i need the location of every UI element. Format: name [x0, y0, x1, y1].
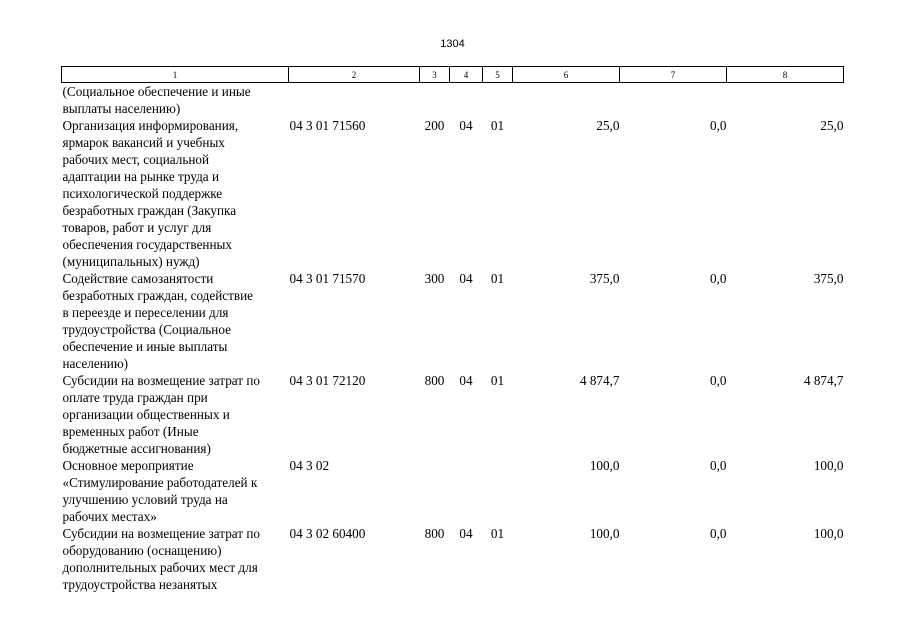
row-v7: 0,0 — [710, 373, 727, 388]
row-v7: 0,0 — [710, 118, 727, 133]
col-header-3: 3 — [420, 67, 450, 83]
row-v7: 0,0 — [710, 526, 727, 541]
row-v8: 4 874,7 — [803, 373, 844, 388]
table-row — [62, 525, 844, 593]
row-v8: 375,0 — [813, 271, 844, 286]
row-v8 — [727, 83, 844, 118]
col-header-6: 6 — [513, 67, 620, 83]
col-header-1: 1 — [62, 67, 289, 83]
row-name: Субсидии на возмещение затрат по оплате труда граждан при организации общественных и временных работ (Иные бюджетные ассигнования) — [62, 373, 261, 456]
row-code: 04 3 01 72120 — [289, 373, 366, 388]
col-header-7: 7 — [620, 67, 727, 83]
table-row — [62, 83, 844, 118]
page-number: 1304 — [440, 38, 465, 50]
row-v6: 100,0 — [589, 526, 620, 541]
row-c3 — [420, 83, 450, 118]
col-header-4: 4 — [450, 67, 483, 83]
row-c4: 04 — [459, 373, 473, 388]
table-row — [62, 270, 844, 372]
row-name: Субсидии на возмещение затрат по оборудованию (оснащению) дополнительных рабочих мест для трудоустройства незанятых — [62, 526, 261, 592]
row-code: 04 3 01 71570 — [289, 271, 366, 286]
row-v6 — [513, 83, 620, 118]
table-row — [62, 372, 844, 457]
col-header-2: 2 — [289, 67, 420, 83]
row-v8: 100,0 — [813, 458, 844, 473]
row-code: 04 3 02 — [289, 458, 330, 473]
row-name: Основное мероприятие «Стимулирование работодателей к улучшению условий труда на рабочих местах» — [62, 458, 258, 524]
row-name: Организация информирования, ярмарок вакансий и учебных рабочих мест, социальной адаптации на рынке труда и психологической поддержке безработных граждан (Закупка товаров, работ и услуг для обеспечения государственных (муниципальных) нужд) — [62, 118, 239, 269]
row-c5: 01 — [490, 271, 505, 286]
row-c3: 800 — [424, 373, 445, 388]
row-code: 04 3 01 71560 — [289, 118, 366, 133]
row-c4: 04 — [459, 271, 473, 286]
row-c5: 01 — [490, 118, 505, 133]
row-c3 — [420, 457, 450, 525]
row-v6: 4 874,7 — [579, 373, 620, 388]
col-header-5: 5 — [483, 67, 513, 83]
col-header-8: 8 — [727, 67, 844, 83]
row-c4 — [450, 83, 483, 118]
column-number-header — [62, 67, 844, 83]
row-c4 — [450, 457, 483, 525]
row-c5: 01 — [490, 373, 505, 388]
row-v6: 100,0 — [589, 458, 620, 473]
row-v7 — [620, 83, 727, 118]
row-v8: 100,0 — [813, 526, 844, 541]
row-c5: 01 — [490, 526, 505, 541]
row-v6: 375,0 — [589, 271, 620, 286]
row-v8: 25,0 — [820, 118, 844, 133]
row-c3: 200 — [424, 118, 445, 133]
row-name: Содействие самозанятости безработных граждан, содействие в переезде и переселении для трудоустройства (Социальное обеспечение и иные выплаты населению) — [62, 271, 254, 371]
row-c3: 300 — [424, 271, 445, 286]
table-row — [62, 117, 844, 270]
row-c5 — [483, 457, 513, 525]
row-c4: 04 — [459, 118, 473, 133]
row-v7: 0,0 — [710, 458, 727, 473]
row-name: (Социальное обеспечение и иные выплаты населению) — [62, 84, 251, 116]
budget-table — [61, 66, 844, 593]
table-row — [62, 457, 844, 525]
row-c3: 800 — [424, 526, 445, 541]
row-v7: 0,0 — [710, 271, 727, 286]
row-c4: 04 — [459, 526, 473, 541]
row-code: 04 3 02 60400 — [289, 526, 366, 541]
row-c5 — [483, 83, 513, 118]
row-code — [289, 83, 420, 118]
row-v6: 25,0 — [596, 118, 620, 133]
